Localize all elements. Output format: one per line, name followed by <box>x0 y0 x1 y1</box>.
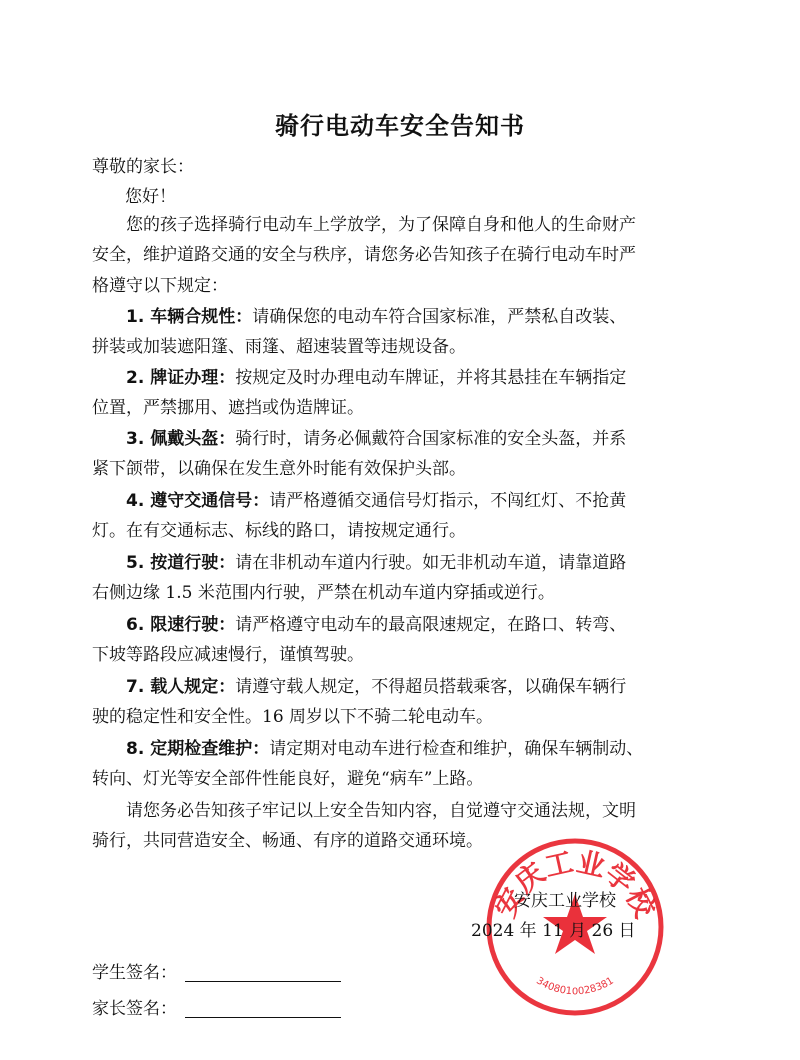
parent-signature-line[interactable] <box>185 1017 341 1018</box>
section-5: 5. 按道行驶：请在非机动车道内行驶。如无非机动车道，请靠道路 <box>126 553 627 573</box>
section-1: 1. 车辆合规性：请确保您的电动车符合国家标准，严禁私自改装、 <box>126 307 627 327</box>
section-4: 4. 遵守交通信号：请严格遵循交通信号灯指示，不闯红灯、不抢黄 <box>126 491 627 511</box>
seal-text: 安庆工业学校 <box>488 845 662 923</box>
section-7-cont: 驶的稳定性和安全性。16 周岁以下不骑二轮电动车。 <box>92 707 494 727</box>
section-2: 2. 牌证办理：按规定及时办理电动车牌证，并将其悬挂在车辆指定 <box>126 368 627 388</box>
closing-line-2: 骑行，共同营造安全、畅通、有序的道路交通环境。 <box>92 831 483 851</box>
school-name: 安庆工业学校 <box>514 891 616 911</box>
parent-signature <box>92 994 341 1019</box>
section-2-cont: 位置，严禁挪用、遮挡或伪造牌证。 <box>92 398 364 418</box>
section-4-cont: 灯。在有交通标志、标线的路口，请按规定通行。 <box>92 521 466 541</box>
section-8-cont: 转向、灯光等安全部件性能良好，避免“病车”上路。 <box>92 769 484 789</box>
student-signature-label: 学生签名： <box>92 963 177 983</box>
section-6: 6. 限速行驶：请严格遵守电动车的最高限速规定，在路口、转弯、 <box>126 615 627 635</box>
intro-line-2: 安全，维护道路交通的安全与秩序，请您务必告知孩子在骑行电动车时严 <box>92 245 636 265</box>
document-title: 骑行电动车安全告知书 <box>275 112 525 140</box>
section-5-cont: 右侧边缘 1.5 米范围内行驶，严禁在机动车道内穿插或逆行。 <box>92 583 555 603</box>
issue-date: 2024 年 11 月 26 日 <box>471 921 636 941</box>
hello: 您好！ <box>125 187 176 207</box>
svg-text:3408010028381 <box>534 975 616 997</box>
seal-code: 3408010028381 <box>534 975 616 998</box>
parent-signature-label: 家长签名： <box>92 999 177 1019</box>
section-3-cont: 紧下颌带，以确保在发生意外时能有效保护头部。 <box>92 459 466 479</box>
closing-line-1: 请您务必告知孩子牢记以上安全告知内容，自觉遵守交通法规，文明 <box>126 801 636 821</box>
intro-line-1: 您的孩子选择骑行电动车上学放学，为了保障自身和他人的生命财产 <box>126 215 636 235</box>
section-3: 3. 佩戴头盔：骑行时，请务必佩戴符合国家标准的安全头盔，并系 <box>126 429 627 449</box>
section-1-cont: 拼装或加装遮阳篷、雨篷、超速装置等违规设备。 <box>92 337 466 357</box>
student-signature-line[interactable] <box>185 981 341 982</box>
section-8: 8. 定期检查维护：请定期对电动车进行检查和维护，确保车辆制动、 <box>126 739 644 759</box>
section-7: 7. 载人规定：请遵守载人规定，不得超员搭载乘客，以确保车辆行 <box>126 677 627 697</box>
student-signature <box>92 958 341 983</box>
greeting: 尊敬的家长： <box>92 157 194 177</box>
section-6-cont: 下坡等路段应减速慢行，谨慎驾驶。 <box>92 645 364 665</box>
intro-line-3: 格遵守以下规定： <box>92 276 228 296</box>
